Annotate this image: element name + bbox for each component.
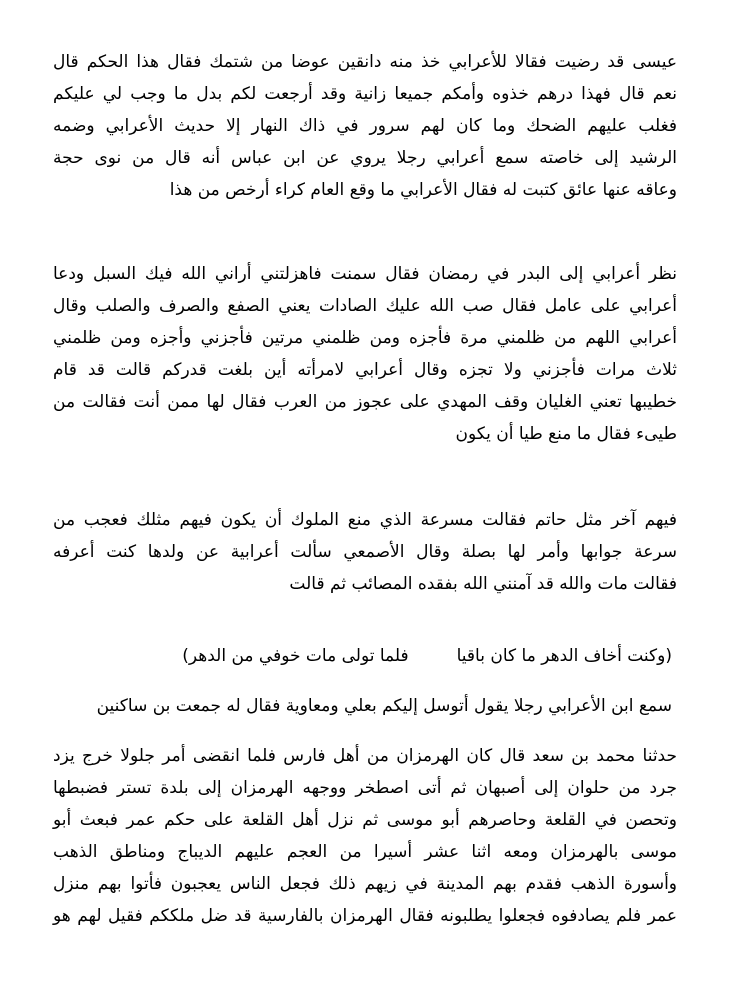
text-line: فغلب عليهم الضحك وما كان لهم سرور في ذاك النهار إلا حديث الأعرابي وضمه [53,116,677,136]
paragraph-2 [53,258,677,450]
text-line: طيىء فقال ما منع طيا أن يكون [455,424,677,444]
text-line: أعرابي على عامل فقال صب الله عليك الصادات يعني الصفع والصرف والصلب وقال [53,296,677,316]
text-line: أعرابي اللهم من ظلمني مرة فأجزه ومن ظلمني مرتين فأجزني وأجزه ومن ظلمني [53,328,677,348]
text-line: عيسى قد رضيت فقالا للأعرابي خذ منه دانقين عوضا من شتمك فقال هذا الحكم قال [53,52,677,72]
text-line: عمر فلم يصادفوه فجعلوا يطلبونه فقال الهرمزان بالفارسية قد ضل ملككم فقيل لهم هو [53,906,677,926]
text-line: نظر أعرابي إلى البدر في رمضان فقال سمنت فاهزلتني أراني الله فيك السبل ودعا [53,264,677,284]
poetry-verse [58,640,672,672]
text-line: وعاقه عنها عائق كتبت له فقال الأعرابي ما وقع العام كراء أرخص من هذا [169,180,677,200]
text-line: حدثنا محمد بن سعد قال كان الهرمزان من أهل فارس فلما انقضى أمر جلولا خرج يزد [53,746,677,766]
text-line: فيهم آخر مثل حاتم فقالت مسرعة الذي منع الملوك أن يكون فيهم مثلك فعجب من [53,510,677,530]
text-line: نعم قال فهذا درهم خذوه وأمكم جميعا زانية وقد أرجعت لكم بدل ما وجب لي عليكم [53,84,677,104]
text-line: وأسورة الذهب فقدم بهم المدينة في زيهم ذلك فجعل الناس يعجبون فأتوا بهم منزل [53,874,677,894]
text-line: وتحصن في القلعة وحاصرهم أبو موسى ثم نزل أهل القلعة على حكم عمر فبعث أبو [53,810,677,830]
text-line: موسى بالهرمزان ومعه اثنا عشر أسيرا من العجم عليهم الديباج ومناطق الذهب [53,842,677,862]
paragraph-final [53,740,677,932]
paragraph-3 [53,504,677,600]
verse-first-hemistich: (وكنت أخاف الدهر ما كان باقيا [456,646,672,666]
text-line: فقالت مات والله قد آمنني الله بفقده المصائب ثم قالت [289,574,677,594]
anecdote-line: سمع ابن الأعرابي رجلا يقول أتوسل إليكم بعلي ومعاوية فقال له جمعت بن ساكنين [96,696,672,716]
paragraph-1 [53,46,677,206]
verse-second-hemistich: فلما تولى مات خوفي من الدهر) [182,646,409,666]
text-line: الرشيد إلى خاصته سمع أعرابي رجلا يروي عن ابن عباس أنه قال من نوى حجة [53,148,677,168]
text-line: خطيبها تعني الغليان وقف المهدي على عجوز من العرب فقال لها ممن أنت فقالت من [53,392,677,412]
text-line: سرعة جوابها وأمر لها بصلة وقال الأصمعي سألت أعرابية عن ولدها كنت أعرفه [53,542,677,562]
text-line: جرد من حلوان إلى أصبهان ثم أتى اصطخر ووجهه الهرمزان إلى بلدة تستر فضبطها [53,778,677,798]
text-line: ثلاث مرات فأجزني ولا تجزه وقال أعرابي لامرأته أين بلغت قدركم قالت قد قام [53,360,677,380]
